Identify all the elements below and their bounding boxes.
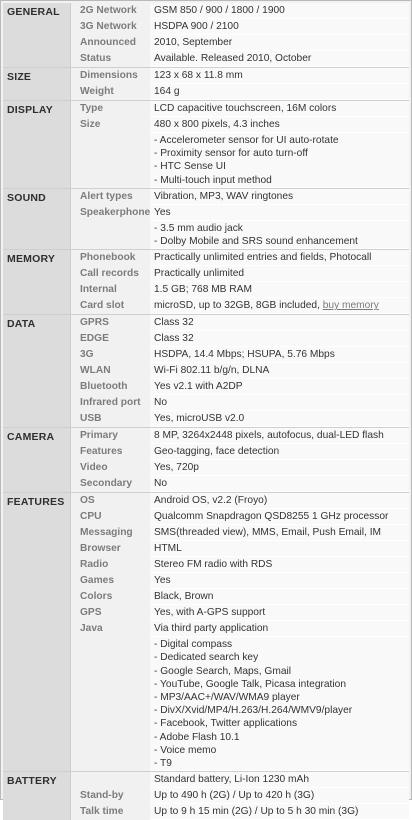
spec-row-edge	[71, 331, 409, 347]
section-category: FEATURES	[3, 493, 71, 771]
section-category: DISPLAY	[3, 101, 71, 188]
spec-value	[150, 804, 409, 820]
spec-note-line: - Dedicated search key	[154, 652, 259, 664]
spec-value-text: Yes v2.1 with A2DP	[154, 381, 243, 393]
spec-label: Stand-by	[71, 788, 150, 804]
spec-table	[3, 3, 409, 818]
spec-row-radio	[71, 557, 409, 573]
spec-label: Messaging	[71, 525, 150, 541]
spec-label: EDGE	[71, 331, 150, 347]
spec-label	[71, 221, 150, 249]
spec-label: Secondary	[71, 476, 150, 492]
spec-note-line: - Multi-touch input method	[154, 174, 272, 186]
spec-value	[150, 557, 409, 573]
spec-label: Speakerphone	[71, 205, 150, 221]
spec-note-line: - DivX/Xvid/MP4/H.263/H.264/WMV9/player	[154, 705, 353, 717]
spec-label: Java	[71, 621, 150, 637]
spec-value-text: HSDPA 900 / 2100	[154, 21, 239, 32]
spec-row-blank	[71, 772, 409, 788]
spec-value	[150, 3, 409, 19]
spec-value	[150, 573, 409, 589]
spec-value	[150, 68, 409, 84]
spec-value	[150, 19, 409, 35]
section-general	[3, 3, 409, 68]
spec-row-blank	[71, 637, 409, 771]
spec-value	[150, 509, 409, 525]
spec-label: Colors	[71, 589, 150, 605]
spec-row-java	[71, 621, 409, 637]
spec-value	[150, 525, 409, 541]
spec-value-text: Practically unlimited	[154, 268, 245, 280]
spec-value-text: Class 32	[154, 333, 194, 345]
spec-label: Dimensions	[71, 68, 150, 84]
spec-row-weight	[71, 84, 409, 100]
spec-row-bluetooth	[71, 379, 409, 395]
spec-row-status	[71, 51, 409, 67]
spec-value-text: Vibration, MP3, WAV ringtones	[154, 190, 294, 202]
spec-row-3g-network	[71, 19, 409, 35]
spec-value	[150, 637, 409, 771]
spec-label: Primary	[71, 428, 150, 444]
spec-label: WLAN	[71, 363, 150, 379]
spec-label: Phonebook	[71, 250, 150, 266]
spec-row-3g	[71, 347, 409, 363]
spec-value-text: Up to 490 h (2G) / Up to 420 h (3G)	[154, 790, 315, 802]
spec-value-text: Yes, with A-GPS support	[154, 607, 266, 619]
spec-value	[150, 101, 409, 117]
spec-row-os	[71, 493, 409, 509]
spec-value-text: Stereo FM radio with RDS	[154, 559, 273, 571]
spec-row-gprs	[71, 315, 409, 331]
spec-row-dimensions	[71, 68, 409, 84]
spec-label: Features	[71, 444, 150, 460]
spec-value	[150, 379, 409, 395]
spec-value	[150, 347, 409, 363]
spec-value-text: Practically unlimited entries and fields, Photocall	[154, 252, 372, 264]
spec-value-text: Wi-Fi 802.11 b/g/n, DLNA	[154, 365, 270, 377]
spec-label: Announced	[71, 35, 150, 51]
spec-row-talk-time	[71, 804, 409, 820]
spec-label: Internal	[71, 282, 150, 298]
section-sound	[3, 189, 409, 250]
spec-row-gps	[71, 605, 409, 621]
spec-row-messaging	[71, 525, 409, 541]
spec-value-text: Available. Released 2010, October	[154, 53, 312, 64]
spec-value	[150, 117, 409, 133]
spec-label: Alert types	[71, 189, 150, 205]
spec-row-type	[71, 101, 409, 117]
spec-value	[150, 772, 409, 788]
section-category: SOUND	[3, 189, 71, 249]
section-category: DATA	[3, 315, 71, 427]
spec-label	[71, 772, 150, 788]
spec-label: Radio	[71, 557, 150, 573]
spec-value-text: No	[154, 397, 168, 409]
section-category: MEMORY	[3, 250, 71, 314]
spec-value	[150, 133, 409, 188]
spec-value	[150, 221, 409, 249]
spec-value	[150, 266, 409, 282]
spec-value	[150, 411, 409, 427]
section-battery	[3, 772, 409, 820]
spec-label: Video	[71, 460, 150, 476]
spec-value	[150, 589, 409, 605]
section-rows	[71, 493, 409, 771]
spec-value	[150, 250, 409, 266]
spec-label: Browser	[71, 541, 150, 557]
spec-value	[150, 460, 409, 476]
spec-row-games	[71, 573, 409, 589]
spec-label: CPU	[71, 509, 150, 525]
spec-value	[150, 395, 409, 411]
spec-value	[150, 84, 409, 100]
spec-label: Status	[71, 51, 150, 67]
spec-value-text: HSDPA, 14.4 Mbps; HSUPA, 5.76 Mbps	[154, 349, 335, 361]
spec-label: Weight	[71, 84, 150, 100]
section-rows	[71, 101, 409, 188]
spec-row-wlan	[71, 363, 409, 379]
spec-value	[150, 51, 409, 67]
spec-value-text: SMS(threaded view), MMS, Email, Push Email, IM	[154, 527, 382, 539]
spec-row-browser	[71, 541, 409, 557]
section-category: GENERAL	[3, 3, 71, 67]
spec-value	[150, 315, 409, 331]
section-category: BATTERY	[3, 772, 71, 820]
spec-row-phonebook	[71, 250, 409, 266]
spec-value-text: HTML	[154, 543, 182, 555]
spec-row-secondary	[71, 476, 409, 492]
section-rows	[71, 772, 409, 820]
spec-row-colors	[71, 589, 409, 605]
spec-value-text: Up to 9 h 15 min (2G) / Up to 5 h 30 min (3G)	[154, 806, 359, 818]
spec-label: Bluetooth	[71, 379, 150, 395]
spec-row-internal	[71, 282, 409, 298]
spec-note-line: - HTC Sense UI	[154, 161, 226, 173]
spec-value-text: Class 32	[154, 317, 194, 329]
spec-value-text: Black, Brown	[154, 591, 214, 603]
spec-note-line: - T9	[154, 758, 172, 770]
spec-note-line: - Digital compass	[154, 639, 233, 651]
spec-note-line: - Accelerometer sensor for UI auto-rotate	[154, 135, 339, 146]
section-rows	[71, 428, 409, 492]
spec-value	[150, 788, 409, 804]
section-camera	[3, 428, 409, 493]
section-rows	[71, 250, 409, 314]
section-data	[3, 315, 409, 428]
spec-note-line: - Adobe Flash 10.1	[154, 731, 240, 743]
spec-label: Type	[71, 101, 150, 117]
spec-note-line: - Dolby Mobile and SRS sound enhancement	[154, 236, 358, 248]
spec-note-line: - Voice memo	[154, 744, 217, 756]
spec-value-text: 164 g	[154, 86, 180, 97]
spec-row-cpu	[71, 509, 409, 525]
spec-row-speakerphone	[71, 205, 409, 221]
spec-row-infrared-port	[71, 395, 409, 411]
spec-value-text: 480 x 800 pixels, 4.3 inches	[154, 119, 280, 130]
spec-label: Card slot	[71, 298, 150, 314]
spec-label: GPRS	[71, 315, 150, 331]
spec-value-text: Yes, 720p	[154, 462, 199, 474]
section-rows	[71, 189, 409, 249]
spec-value	[150, 205, 409, 221]
spec-value-text: Via third party application	[154, 623, 269, 635]
spec-value-text: Android OS, v2.2 (Froyo)	[154, 495, 268, 507]
section-category: CAMERA	[3, 428, 71, 492]
section-size	[3, 68, 409, 101]
spec-value-text: Standard battery, Li-Ion 1230 mAh	[154, 774, 309, 786]
spec-value-text: 1.5 GB; 768 MB RAM	[154, 284, 252, 296]
spec-value	[150, 493, 409, 509]
spec-label: USB	[71, 411, 150, 427]
spec-label: Infrared port	[71, 395, 150, 411]
spec-row-alert-types	[71, 189, 409, 205]
spec-value-text: microSD, up to 32GB, 8GB included,	[154, 300, 320, 312]
spec-value-text: Yes	[154, 206, 171, 218]
spec-row-stand-by	[71, 788, 409, 804]
section-category: SIZE	[3, 68, 71, 100]
spec-row-2g-network	[71, 3, 409, 19]
spec-label: Games	[71, 573, 150, 589]
spec-row-blank	[71, 221, 409, 249]
spec-note-line: - Google Search, Maps, Gmail	[154, 665, 292, 677]
spec-value	[150, 282, 409, 298]
spec-value	[150, 35, 409, 51]
spec-row-features	[71, 444, 409, 460]
section-rows	[71, 3, 409, 67]
section-display	[3, 101, 409, 189]
spec-note-line: - Facebook, Twitter applications	[154, 718, 298, 730]
spec-value-text: Yes, microUSB v2.0	[154, 413, 245, 425]
spec-value-text: No	[154, 478, 168, 490]
spec-value	[150, 331, 409, 347]
spec-row-announced	[71, 35, 409, 51]
spec-value-text: GSM 850 / 900 / 1800 / 1900	[154, 5, 285, 16]
spec-value-text: 123 x 68 x 11.8 mm	[154, 70, 243, 81]
spec-note-line: - MP3/AAC+/WAV/WMA9 player	[154, 692, 300, 704]
spec-note-line: - YouTube, Google Talk, Picasa integration	[154, 678, 346, 690]
spec-value	[150, 541, 409, 557]
spec-value	[150, 444, 409, 460]
spec-label: GPS	[71, 605, 150, 621]
spec-note-line: - Proximity sensor for auto turn-off	[154, 148, 308, 160]
spec-value	[150, 476, 409, 492]
spec-label: Talk time	[71, 804, 150, 820]
spec-value	[150, 189, 409, 205]
spec-label	[71, 133, 150, 188]
spec-value	[150, 363, 409, 379]
spec-label: 2G Network	[71, 3, 150, 19]
spec-row-video	[71, 460, 409, 476]
spec-row-call-records	[71, 266, 409, 282]
spec-value	[150, 428, 409, 444]
spec-label: 3G Network	[71, 19, 150, 35]
spec-value-text: Yes	[154, 575, 171, 587]
spec-value-text: 2010, September	[154, 37, 233, 48]
spec-value	[150, 605, 409, 621]
buy-memory-link[interactable]: buy memory	[322, 300, 379, 312]
spec-label: OS	[71, 493, 150, 509]
spec-label: 3G	[71, 347, 150, 363]
spec-value-text: Geo-tagging, face detection	[154, 446, 280, 458]
spec-value-text: 8 MP, 3264x2448 pixels, autofocus, dual-LED flash	[154, 430, 384, 442]
spec-value-text: LCD capacitive touchscreen, 16M colors	[154, 103, 337, 114]
spec-row-size	[71, 117, 409, 133]
spec-note-line: - 3.5 mm audio jack	[154, 222, 243, 234]
spec-row-primary	[71, 428, 409, 444]
spec-value	[150, 298, 409, 314]
spec-value-text: Qualcomm Snapdragon QSD8255 1 GHz processor	[154, 511, 389, 523]
section-rows	[71, 315, 409, 427]
spec-value	[150, 621, 409, 637]
section-rows	[71, 68, 409, 100]
spec-row-blank	[71, 133, 409, 188]
spec-row-usb	[71, 411, 409, 427]
spec-label	[71, 637, 150, 771]
section-features	[3, 493, 409, 772]
section-memory	[3, 250, 409, 315]
spec-row-card-slot	[71, 298, 409, 314]
spec-label: Call records	[71, 266, 150, 282]
spec-label: Size	[71, 117, 150, 133]
